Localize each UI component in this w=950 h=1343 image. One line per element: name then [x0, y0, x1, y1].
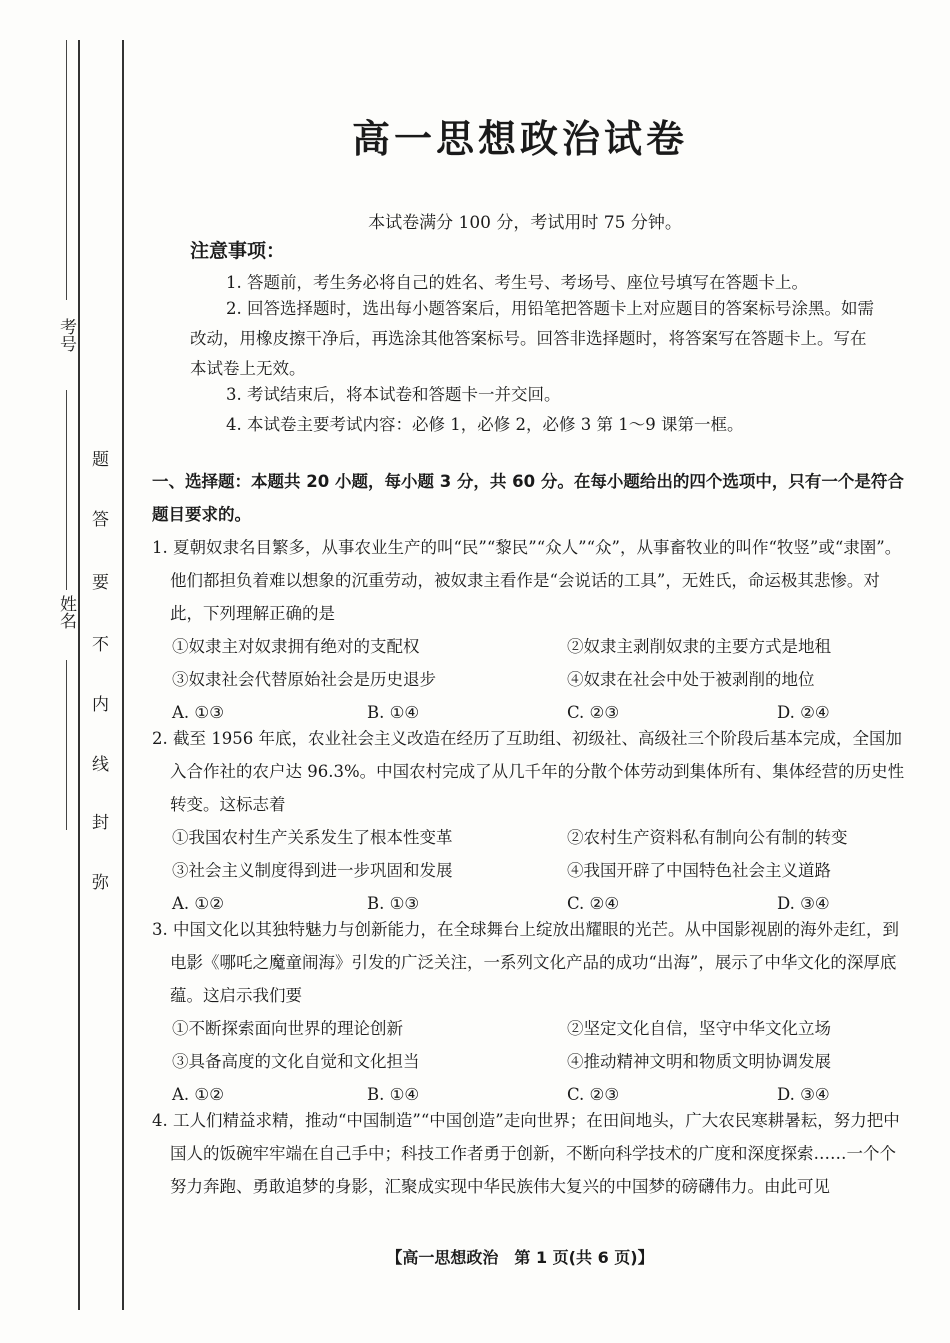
q1-choice-a: A. ①③	[172, 703, 224, 722]
question-4	[152, 1104, 907, 1203]
q2-choice-b: B. ①③	[367, 894, 420, 913]
exam-no-blank	[66, 40, 67, 300]
notice-item-1: 1. 答题前，考生务必将自己的姓名、考生号、考场号、座位号填写在答题卡上。	[226, 273, 808, 292]
page-title: 高一思想政治试卷	[351, 117, 688, 161]
q1-statement-4: ④奴隶在社会中处于被剥削的地位	[567, 670, 815, 689]
question-1-stem: 1. 夏朝奴隶名目繁多，从事农业生产的叫“民”“黎民”“众人”“众”，从事畜牧业的叫作“牧竖”或“隶圉”。他们都担负着难以想象的沉重劳动，被奴隶主看作是“会说话的工具”，无姓氏，命运极其悲惨。对此，下列理解正确的是	[152, 538, 902, 623]
q3-statement-4: ④推动精神文明和物质文明协调发展	[567, 1052, 831, 1071]
q3-choice-b: B. ①④	[367, 1085, 420, 1104]
question-2-stem: 2. 截至 1956 年底，农业社会主义改造在经历了互助组、初级社、高级社三个阶段后基本完成，全国加入合作社的农户达 96.3%。中国农村完成了从几千年的分散个体劳动到集体所有、集体经营的历史性转变。这标志着	[152, 729, 905, 814]
q1-choice-d: D. ②④	[777, 703, 830, 722]
seal-char-5: 不	[92, 635, 109, 655]
name-blank-bottom	[66, 660, 67, 830]
seal-char-8: 题	[92, 450, 109, 470]
seal-char-2: 封	[92, 813, 109, 833]
q1-choice-b: B. ①④	[367, 703, 420, 722]
q1-statement-1: ①奴隶主对奴隶拥有绝对的支配权	[172, 637, 420, 656]
name-blank-top	[66, 390, 67, 590]
q2-choice-d: D. ③④	[777, 894, 830, 913]
section-1-heading: 一、选择题：本题共 20 小题，每小题 3 分，共 60 分。在每小题给出的四个选项中，只有一个是符合题目要求的。	[152, 472, 904, 524]
question-4-stem: 4. 工人们精益求精，推动“中国制造”“中国创造”走向世界；在田间地头，广大农民寒耕暑耘，努力把中国人的饭碗牢牢端在自己手中；科技工作者勇于创新，不断向科学技术的广度和深度探索……一个个努力奔跑、勇敢追梦的身影，汇聚成实现中华民族伟大复兴的中国梦的磅礴伟力。由此可见	[152, 1111, 900, 1196]
q2-choice-a: A. ①②	[172, 894, 224, 913]
seal-char-7: 答	[92, 510, 109, 530]
q1-statement-3: ③奴隶社会代替原始社会是历史退步	[172, 670, 436, 689]
exam-info: 本试卷满分 100 分，考试用时 75 分钟。	[368, 213, 682, 233]
q3-statement-1: ①不断探索面向世界的理论创新	[172, 1019, 403, 1038]
q2-choice-c: C. ②④	[567, 894, 620, 913]
seal-char-3: 线	[92, 755, 109, 775]
q3-statement-2: ②坚定文化自信，坚守中华文化立场	[567, 1019, 831, 1038]
seal-char-4: 内	[92, 695, 109, 715]
name-label: 姓名	[56, 595, 76, 629]
q1-choice-c: C. ②③	[567, 703, 620, 722]
notice-item-2: 2. 回答选择题时，选出每小题答案后，用铅笔把答题卡上对应题目的答案标号涂黑。如需改动，用橡皮擦干净后，再选涂其他答案标号。回答非选择题时，将答案写在答题卡上。写在本试卷上无效。	[190, 299, 874, 378]
question-3	[152, 913, 907, 1111]
seal-char-1: 弥	[92, 873, 109, 893]
q3-statement-3: ③具备高度的文化自觉和文化担当	[172, 1052, 420, 1071]
exam-no-label: 考号	[56, 318, 76, 352]
q2-statement-1: ①我国农村生产关系发生了根本性变革	[172, 828, 453, 847]
notice-item-4: 4. 本试卷主要考试内容：必修 1，必修 2，必修 3 第 1～9 课第一框。	[226, 415, 744, 434]
seal-char-6: 要	[92, 573, 109, 593]
q1-statement-2: ②奴隶主剥削奴隶的主要方式是地租	[567, 637, 831, 656]
page-footer: 【高一思想政治 第 1 页(共 6 页)】	[386, 1248, 654, 1267]
q3-choice-c: C. ②③	[567, 1085, 620, 1104]
notice-item-3: 3. 考试结束后，将本试卷和答题卡一并交回。	[226, 385, 561, 404]
question-3-stem: 3. 中国文化以其独特魅力与创新能力，在全球舞台上绽放出耀眼的光芒。从中国影视剧的海外走红，到电影《哪吒之魔童闹海》引发的广泛关注，一系列文化产品的成功“出海”，展示了中华文化的深厚底蕴。这启示我们要	[152, 920, 899, 1005]
q2-statement-3: ③社会主义制度得到进一步巩固和发展	[172, 861, 453, 880]
notice-heading: 注意事项：	[190, 240, 286, 262]
question-1	[152, 531, 907, 729]
q3-choice-d: D. ③④	[777, 1085, 830, 1104]
q2-statement-4: ④我国开辟了中国特色社会主义道路	[567, 861, 831, 880]
q2-statement-2: ②农村生产资料私有制向公有制的转变	[567, 828, 848, 847]
question-2	[152, 722, 907, 920]
q3-choice-a: A. ①②	[172, 1085, 224, 1104]
